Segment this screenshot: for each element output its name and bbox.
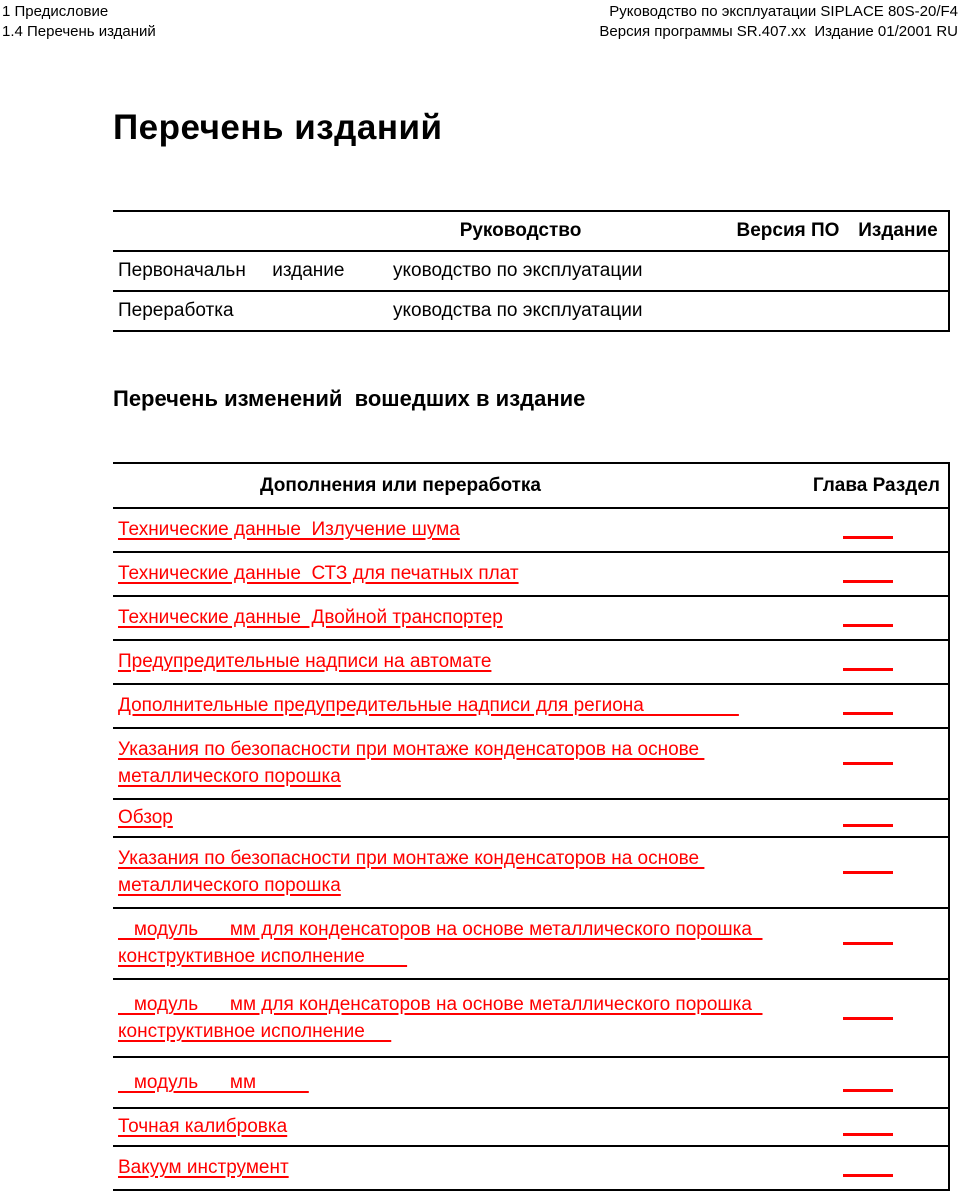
changes-heading: Перечень изменений вошедших в издание: [113, 386, 586, 411]
software-version-ref: Версия программы SR.407.xx Издание 01/2001 RU: [599, 22, 958, 40]
chapter-blank-line: [843, 712, 893, 715]
chapter-cell: [843, 624, 948, 631]
change-link[interactable]: металлического порошка: [118, 766, 341, 787]
changes-table: [113, 462, 950, 1191]
change-link[interactable]: Технические данные Излучение шума: [118, 519, 460, 540]
change-row: [113, 509, 948, 553]
changes-table-header-row: [113, 464, 948, 509]
chapter-cell: [843, 536, 948, 543]
change-link[interactable]: конструктивное исполнение: [118, 946, 408, 967]
chapter-cell: [843, 762, 948, 765]
change-row: [113, 1058, 948, 1109]
col-header-description: Дополнения или переработка: [260, 474, 541, 496]
change-link[interactable]: Вакуум инструмент: [118, 1157, 289, 1178]
change-link[interactable]: модуль мм для конденсаторов на основе металлического порошка: [118, 919, 763, 940]
change-link[interactable]: модуль мм для конденсаторов на основе металлического порошка: [118, 994, 763, 1015]
change-row: [113, 729, 948, 800]
chapter-ref: 1 Предисловие: [2, 3, 109, 20]
page-title: Перечень изданий: [113, 108, 443, 147]
col-header-chapter: Глава Раздел: [812, 474, 940, 496]
change-row: [113, 597, 948, 641]
edition-label: Переработка: [118, 300, 234, 321]
edition-label: Первоначальн издание: [118, 260, 345, 281]
change-row: [113, 641, 948, 685]
change-link[interactable]: Обзор: [118, 807, 173, 828]
change-link[interactable]: Точная калибровка: [118, 1116, 288, 1137]
chapter-blank-line: [843, 1133, 893, 1136]
page-content: [113, 0, 950, 1191]
col-header-sw-version: Версия ПО: [736, 220, 840, 241]
chapter-cell: [843, 1174, 948, 1181]
change-row: [113, 553, 948, 597]
change-link[interactable]: Предупредительные надписи на автомате: [118, 651, 492, 672]
chapter-blank-line: [843, 536, 893, 539]
edition-manual: уководство по эксплуатации: [393, 260, 643, 281]
section-ref: 1.4 Перечень изданий: [2, 22, 156, 40]
chapter-cell: [843, 712, 948, 719]
chapter-cell: [843, 824, 948, 831]
change-row: [113, 1147, 948, 1191]
chapter-blank-line: [843, 1089, 893, 1092]
change-link[interactable]: модуль мм: [118, 1072, 309, 1093]
chapter-cell: [843, 1089, 948, 1096]
chapter-blank-line: [843, 668, 893, 671]
change-link[interactable]: Дополнительные предупредительные надписи для региона: [118, 695, 739, 716]
col-header-edition: Издание: [858, 220, 938, 241]
editions-table-row: [113, 292, 948, 332]
editions-table: [113, 210, 950, 332]
change-row: [113, 909, 948, 980]
manual-title-ref: Руководство по эксплуатации SIPLACE 80S-20/F4: [609, 3, 958, 20]
chapter-cell: [843, 1017, 948, 1020]
change-link[interactable]: конструктивное исполнение: [118, 1021, 392, 1042]
editions-table-header-row: [113, 212, 948, 252]
chapter-cell: [843, 668, 948, 675]
change-link[interactable]: Технические данные СТЗ для печатных плат: [118, 563, 519, 584]
editions-table-row: [113, 252, 948, 292]
chapter-blank-line: [843, 580, 893, 583]
chapter-blank-line: [843, 942, 893, 945]
change-row: [113, 838, 948, 909]
change-link[interactable]: Указания по безопасности при монтаже конденсаторов на основе: [118, 739, 705, 760]
chapter-blank-line: [843, 1017, 893, 1020]
change-row: [113, 980, 948, 1058]
chapter-cell: [843, 871, 948, 874]
chapter-cell: [843, 1133, 948, 1140]
col-header-manual: Руководство: [459, 220, 582, 241]
change-link[interactable]: металлического порошка: [118, 875, 341, 896]
change-link[interactable]: Технические данные Двойной транспортер: [118, 607, 503, 628]
chapter-cell: [843, 580, 948, 587]
chapter-blank-line: [843, 824, 893, 827]
edition-manual: уководства по эксплуатации: [393, 300, 643, 321]
chapter-blank-line: [843, 1174, 893, 1177]
chapter-blank-line: [843, 624, 893, 627]
change-row: [113, 1109, 948, 1147]
chapter-blank-line: [843, 871, 893, 874]
chapter-blank-line: [843, 762, 893, 765]
change-row: [113, 685, 948, 729]
change-row: [113, 800, 948, 838]
chapter-cell: [843, 942, 948, 945]
change-link[interactable]: Указания по безопасности при монтаже конденсаторов на основе: [118, 848, 705, 869]
